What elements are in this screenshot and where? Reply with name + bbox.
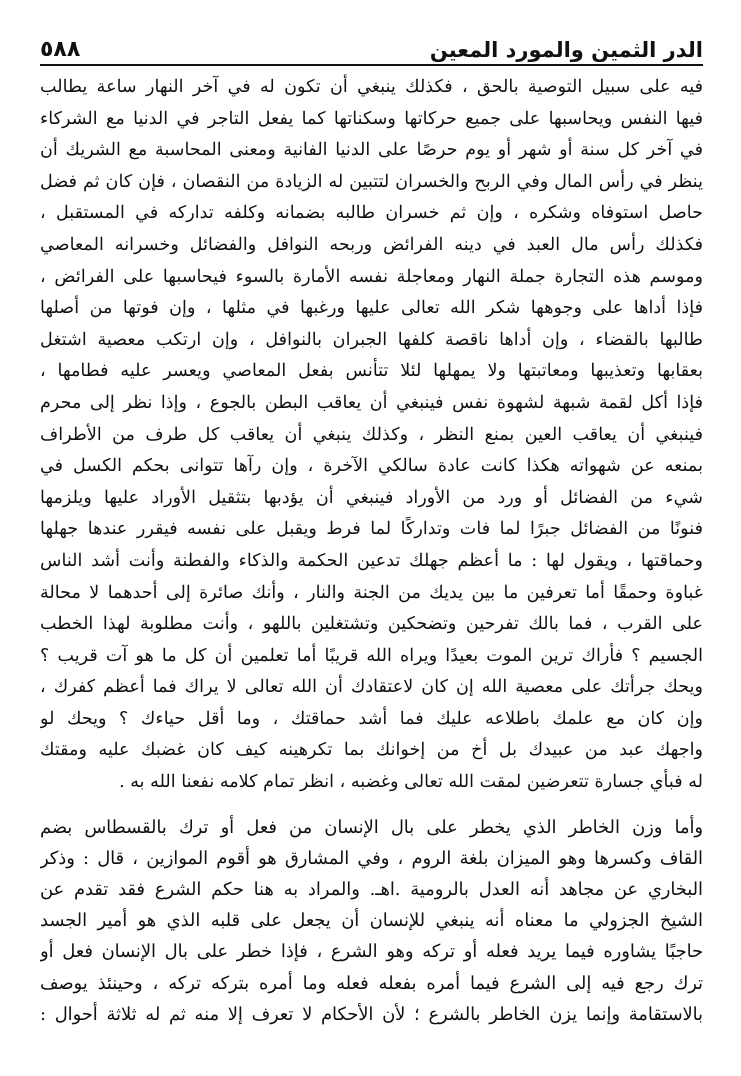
text-line: القاف وكسرها وهو الميزان بلغة الروم ، وفي المشارق هو أقوم الموازين ، قال : وذكر (40, 847, 703, 869)
text-line: الشيخ الجزولي ما معناه أنه ينبغي للإنسان أن يجعل على قلبه الذي هو أمير الجسد (40, 910, 703, 932)
running-title: الدر الثمين والمورد المعين (429, 38, 703, 62)
text-line: فينبغي أن يعاقب العين بمنع النظر ، وكذلك ينبغي أن يعاقب كل طرف من الأطراف (40, 424, 703, 445)
text-line: فيه على سبيل التوصية بالحق ، فكذلك ينبغي أن تكون له في آخر النهار ساعة يطالب (40, 77, 703, 97)
paragraph-gap (40, 799, 703, 812)
text-line: له فبأي جسارة تتعرضين لمقت الله تعالى وغضبه ، انظر تمام كلامه نفعنا الله به . (119, 772, 703, 793)
text-line: وموسم هذه التجارة جملة النهار ومعاجلة نفسه الأمارة بالسوء فيحاسبها على الفرائض ، (40, 266, 703, 287)
text-line: وحماقتها ، ويقول لها : ما أعظم جهلك تدعين الحكمة والذكاء والفطنة وأنت أشد الناس (40, 550, 703, 571)
text-line: فإذا أكل لقمة شبهة لشهوة نفس فينبغي أن يعاقب البطن بالجوع ، وإذا نظر إلى محرم (40, 392, 703, 413)
text-line: فيها النفس ويحاسبها على جميع حركاتها وسكناتها كما يفعل التاجر في الدنيا مع الشركاء (40, 108, 703, 129)
text-line: فكذلك رأس مال العبد في دينه الفرائض وربحه النوافل والفضائل وخسرانه المعاصي (40, 234, 703, 255)
text-line: غباوة وحمقًا أما تعرفين ما بين يديك من الجنة والنار ، وأنك صائرة إلى أحدهما لا محالة (40, 582, 703, 603)
text-line: فنونًا من الفضائل جبرًا لما فات وتداركًا لما فرط ويقبل على نفسه فيقرر عندها جهلها (40, 519, 703, 540)
text-line: بمنعه عن شهواته هكذا كانت عادة سالكي الآخرة ، وإن رآها تتوانى بحكم الكسل في (40, 456, 703, 477)
text-line: فإذا أداها على وجوهها شكر الله تعالى عليها ورغبها في مثلها ، وإن فوتها من أصلها (40, 298, 703, 319)
text-line: في آخر كل سنة أو شهر أو يوم حرصًا على الدنيا الفانية ومعنى المحاسبة مع الشريك أن (40, 140, 703, 161)
text-line: بعقابها وتعذيبها ومعاتبتها ولا يمهلها لئلا تتأنس بفعل المعاصي ويعسر عليه فطامها ، (40, 361, 703, 382)
text-line: واجهك عبد من عبيدك بل أخ من إخوانك بما تكرهينه كيف كان غضبك عليه ومقتك (40, 740, 703, 761)
paragraph-2 (40, 812, 703, 1030)
text-line: ينظر في رأس المال وفي الربح والخسران لتتبين له الزيادة من النقصان ، فإن كان ثم فضل (40, 171, 703, 192)
text-line: ويحك جرأتك على معصية الله إن كان لاعتقادك أن الله تعالى لا يراك فما أعظم كفرك ، (40, 677, 703, 698)
paragraph-1 (40, 72, 703, 799)
page-header (40, 28, 703, 66)
text-line: حاصل استوفاه وشكره ، وإن ثم خسران طالبه بضمانه وكلفه تداركه في المستقبل ، (40, 203, 703, 224)
page-body (40, 72, 703, 1030)
text-line: وأما وزن الخاطر الذي يخطر على بال الإنسان من فعل أو ترك بالقسطاس بضم (40, 816, 703, 838)
text-line: بالاستقامة وإنما يزن الخاطر بالشرع ؛ لأن الأحكام لا تعرف إلا منه ثم له ثلاثة أحوال : (40, 1003, 703, 1025)
text-line: على القرب ، فما بالك تفرحين وتضحكين وتشتغلين باللهو ، وأنت مطلوبة لهذا الخطب (40, 614, 703, 635)
text-line: الجسيم ؟ فأراك ترين الموت بعيدًا ويراه الله قريبًا أما تعلمين أن كل ما هو آت قريب ؟ (40, 645, 703, 666)
text-line: شيء من الفضائل أو ورد من الأوراد فينبغي أن يؤدبها بتثقيل الأوراد عليها ويلزمها (40, 487, 703, 508)
text-line: ترك رجع فيه إلى الشرع فيما أمره بفعله فعله وما أمره بتركه تركه ، وحينئذ يوصف (40, 972, 703, 994)
text-line: طالبها بالقضاء ، وإن أداها ناقصة كلفها الجبران بالنوافل ، وإن ارتكب معصية اشتغل (40, 329, 703, 350)
page-number: ٥٨٨ (40, 37, 81, 62)
text-line: وإن كان مع علمك باطلاعه عليك فما أشد حماقتك ، وما أقل حياءك ؟ ويحك لو (40, 708, 703, 729)
text-line: البخاري عن مجاهد أنه العدل بالرومية .اهـ. والمراد به هنا حكم الشرع فقد تقدم عن (40, 879, 703, 901)
text-line: حاجبًا يشاوره فيما يريد فعله أو تركه وهو الشرع ، فإذا خطر على بال الإنسان فعل أو (40, 941, 703, 963)
